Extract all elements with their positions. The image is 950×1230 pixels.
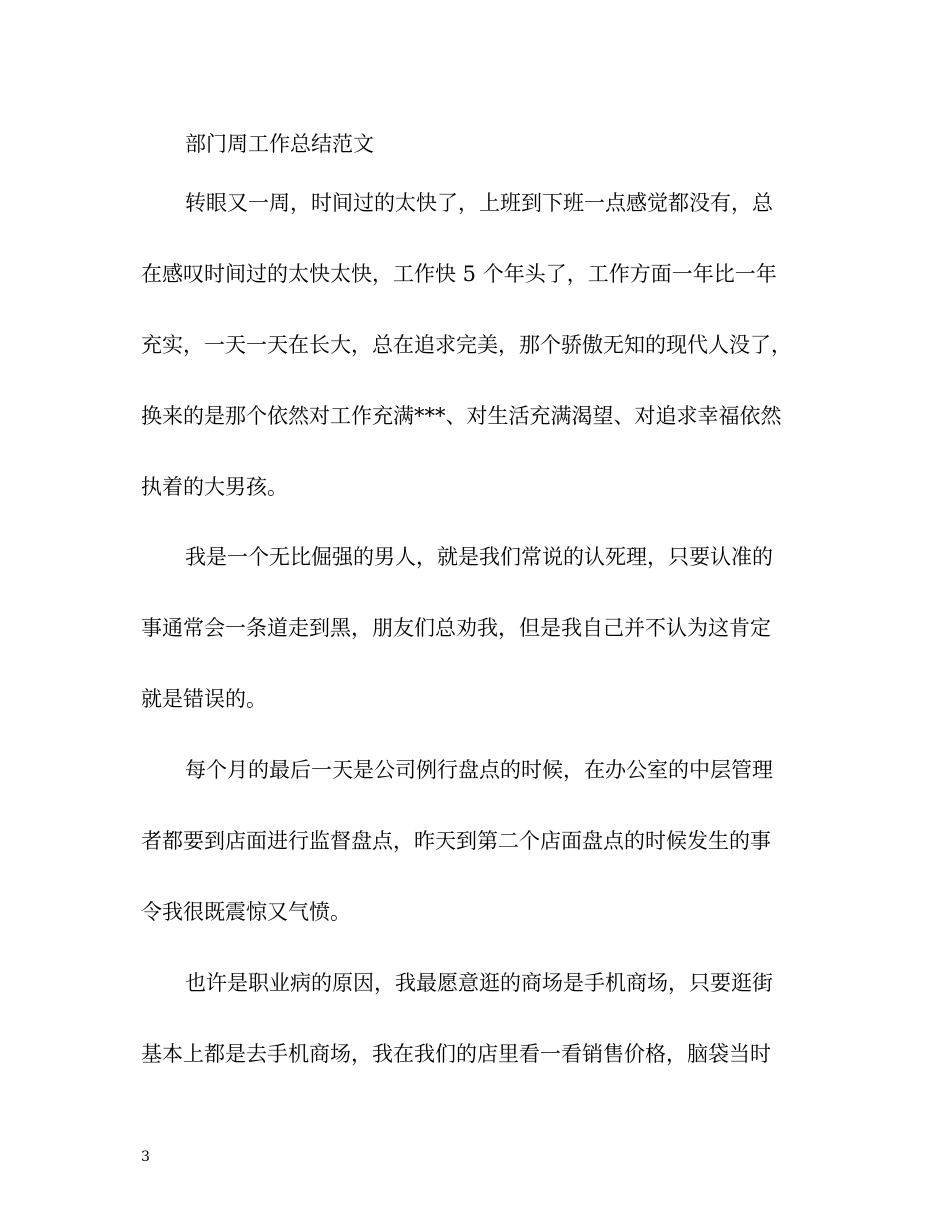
paragraph-1	[141, 168, 811, 523]
page-number: 3	[141, 1149, 150, 1165]
paragraph-line: 就是错误的。	[141, 687, 267, 711]
paragraph-line: 转眼又一周，时间过的太快了，上班到下班一点感觉都没有，总	[185, 191, 773, 215]
paragraph-line: 令我很既震惊又气愤。	[141, 900, 351, 924]
paragraph-line: 在感叹时间过的太快太快，工作快 5 个年头了，工作方面一年比一年	[141, 262, 777, 286]
paragraph-line: 每个月的最后一天是公司例行盘点的时候，在办公室的中层管理	[185, 758, 773, 782]
paragraph-line: 换来的是那个依然对工作充满***、对生活充满渴望、对追求幸福依然	[141, 404, 782, 428]
paragraph-4	[141, 948, 811, 1090]
paragraph-line: 者都要到店面进行监督盘点，昨天到第二个店面盘点的时候发生的事	[141, 829, 771, 853]
paragraph-line: 执着的大男孩。	[141, 475, 288, 499]
paragraph-line: 基本上都是去手机商场，我在我们的店里看一看销售价格，脑袋当时	[141, 1042, 771, 1066]
paragraph-line: 我是一个无比倔强的男人，就是我们常说的认死理，只要认准的	[185, 545, 773, 569]
paragraph-line: 充实，一天一天在长大，总在追求完美，那个骄傲无知的现代人没了，	[141, 333, 792, 357]
paragraph-line: 也许是职业病的原因，我最愿意逛的商场是手机商场，只要逛街	[185, 971, 773, 995]
document-title: 部门周工作总结范文	[185, 132, 374, 156]
paragraph-2	[141, 522, 811, 735]
paragraph-line: 事通常会一条道走到黑，朋友们总劝我，但是我自己并不认为这肯定	[141, 616, 771, 640]
paragraph-3	[141, 735, 811, 948]
